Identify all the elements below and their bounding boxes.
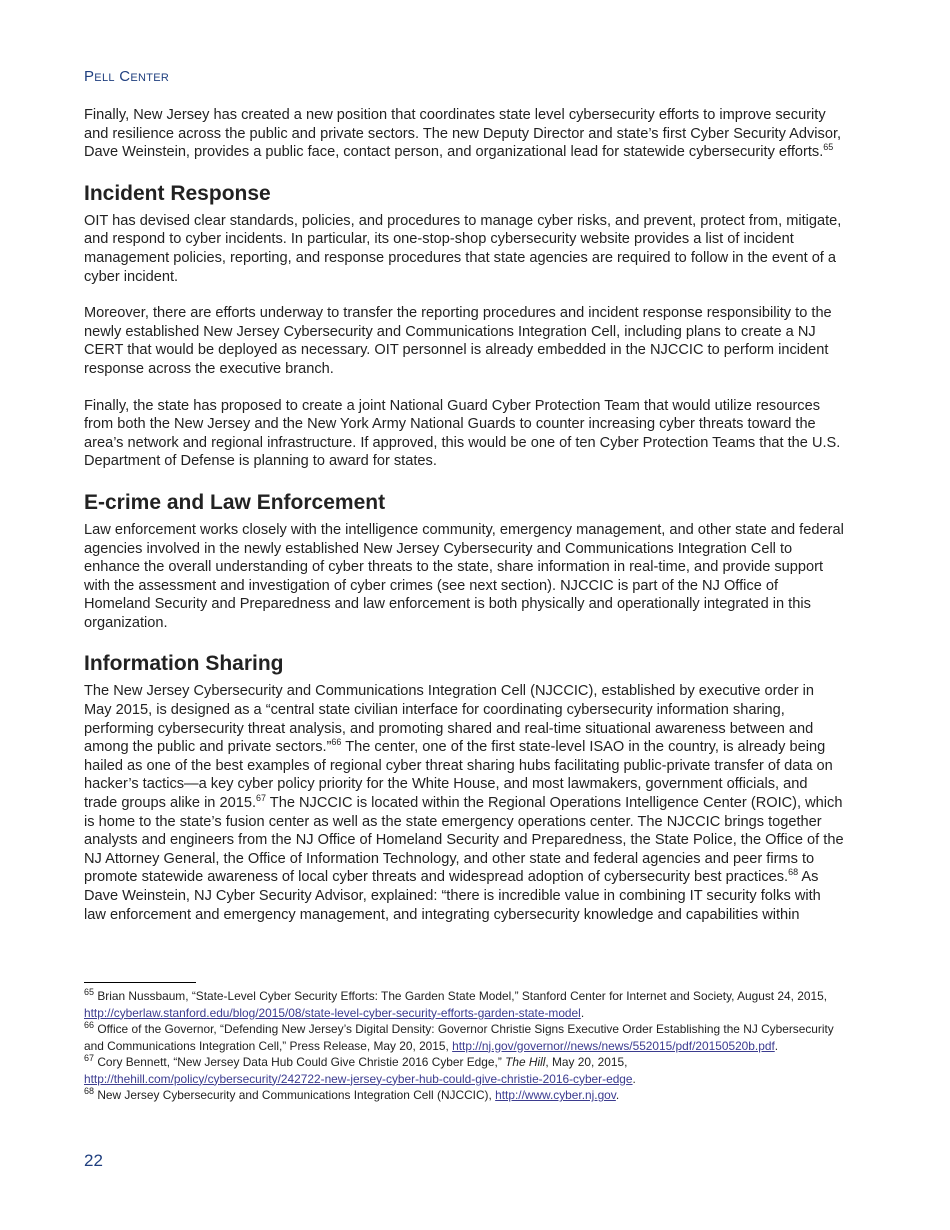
information-sharing-paragraph: The New Jersey Cybersecurity and Communications Integration Cell (NJCCIC), established by executive order in May 2015, is designed as a “central state civilian interface for coordinating cybersecurity information sharing, performing cybersecurity threat analysis, and promoting shared and real-time situational awareness between and among the public and private sectors.”$^{66}$ The center, one of the first state-level ISAO in the country, is already being hailed as one of the best examples of regional cyber threat sharing hubs facilitating public-private transfer of data on hacker’s tactics—a key cyber policy priority for the White House, and most lawmakers, government officials, and trade groups alike in 2015.67 The NJCCIC is located within the Regional Operations Intelligence Center (ROIC), which is home to the state’s fusion center as well as the state emergency operations center. The NJCCIC brings together analysts and engineers from the NJ Office of Homeland Security and Preparedness, the State Police, the Office of the NJ Attorney General, the Office of Information Technology, and other state and federal agencies and peer firms to promote statewide awareness of local cyber threats and widespread adoption of cybersecurity best practices.$^{68}$ As Dave Weinstein, NJ Cyber Security Advisor, explained: “there is incredible value in combining IT security folks with law enforcement and emergency management, and integrating cybersecurity knowledge and capabilities within bbox=[84, 683, 844, 923]
footnote-68: $^{68}$ New Jersey Cybersecurity and Communications Integration Cell (NJCCIC), http://www.cyber.nj.gov. bbox=[84, 1086, 620, 1102]
footnote-65: $^{65}$ Brian Nussbaum, “State-Level Cyber Security Efforts: The Garden State Model,” Stanford Center for Internet and Society, August 24, 2015, http://cyberlaw.stanford.edu/blog/2015/08/state-level-cyber-security-efforts-garden-state-model. bbox=[84, 987, 827, 1020]
main-content bbox=[84, 106, 844, 942]
incident-response-paragraph-2: Moreover, there are efforts underway to transfer the reporting procedures and incident response responsibility to the newly established New Jersey Cybersecurity and Communications Integration Cell, including plans to create a NJ CERT that would be deployed as necessary. OIT personnel is already embedded in the NJCCIC to perform incident response across the executive branch. bbox=[84, 305, 832, 377]
footnote-66-link[interactable]: http://nj.gov/governor//news/news/552015/pdf/20150520b.pdf bbox=[452, 1038, 775, 1053]
footnote-65-link[interactable]: http://cyberlaw.stanford.edu/blog/2015/08/state-level-cyber-security-efforts-garden-state-model bbox=[84, 1005, 581, 1020]
ecrime-paragraph: Law enforcement works closely with the intelligence community, emergency management, and other state and federal agencies involved in the newly established New Jersey Cybersecurity and Communications Integration Cell to enhance the overall understanding of cyber threats to the state, share information in real-time, and provide support with the assessment and investigation of cyber crimes (see next section). NJCCIC is part of the NJ Office of Homeland Security and Preparedness and law enforcement is both physically and operationally integrated in this organization. bbox=[84, 521, 844, 631]
heading-ecrime-law-enforcement: E-crime and Law Enforcement bbox=[84, 490, 386, 514]
footnotes bbox=[84, 988, 854, 1104]
footnote-ref-65: 65 bbox=[823, 142, 834, 153]
intro-paragraph: Finally, New Jersey has created a new position that coordinates state level cybersecurity efforts to improve security and resilience across the public and private sectors. The new Deputy Director and state’s first Cyber Security Advisor, Dave Weinstein, provides a public face, contact person, and organizational lead for statewide cybersecurity efforts.$^{65}$ bbox=[84, 107, 842, 161]
source-title: The Hill bbox=[505, 1055, 546, 1069]
footnote-ref-68: 68 bbox=[788, 867, 799, 878]
incident-response-paragraph-1: OIT has devised clear standards, policies, and procedures to manage cyber risks, and prevent, protect from, mitigate, and respond to cyber incidents. In particular, its one-stop-shop cybersecurity website provides a list of incident management policies, reporting, and response procedures that state agencies are required to follow in the event of a cyber incident. bbox=[84, 212, 842, 285]
heading-information-sharing: Information Sharing bbox=[84, 652, 284, 676]
footnote-67-link[interactable]: http://thehill.com/policy/cybersecurity/242722-new-jersey-cyber-hub-could-give-christie-2016-cyber-edge bbox=[84, 1071, 633, 1086]
running-header: Pell Center bbox=[84, 68, 170, 85]
footnote-divider bbox=[84, 982, 196, 983]
footnote-ref-66: 66 bbox=[331, 737, 342, 748]
heading-incident-response: Incident Response bbox=[84, 181, 271, 205]
footnote-67: $^{67}$ Cory Bennett, “New Jersey Data Hub Could Give Christie 2016 Cyber Edge,” The Hill, May 20, 2015, http://thehill.com/policy/cybersecurity/242722-new-jersey-cyber-hub-could-give-christie-2016-cyber-edge. bbox=[84, 1053, 636, 1086]
incident-response-paragraph-3: Finally, the state has proposed to create a joint National Guard Cyber Protection Team that would utilize resources from both the New Jersey and the New York Army National Guards to counter increasing cyber threats toward the area’s network and regional infrastructure. If approved, this would be one of ten Cyber Protection Teams that the U.S. Department of Defense is planning to award for states. bbox=[84, 397, 841, 470]
footnote-68-link[interactable]: http://www.cyber.nj.gov bbox=[495, 1088, 616, 1102]
footnote-66: $^{66}$ Office of the Governor, “Defending New Jersey’s Digital Density: Governor Christie Signs Executive Order Establishing the NJ Cybersecurity and Communications Integration Cell,” Press Release, May 20, 2015, http://nj.gov/governor//news/news/552015/pdf/20150520b.pdf. bbox=[84, 1020, 834, 1053]
footnote-ref-67: 67 bbox=[256, 793, 267, 804]
page-number: 22 bbox=[84, 1151, 103, 1170]
